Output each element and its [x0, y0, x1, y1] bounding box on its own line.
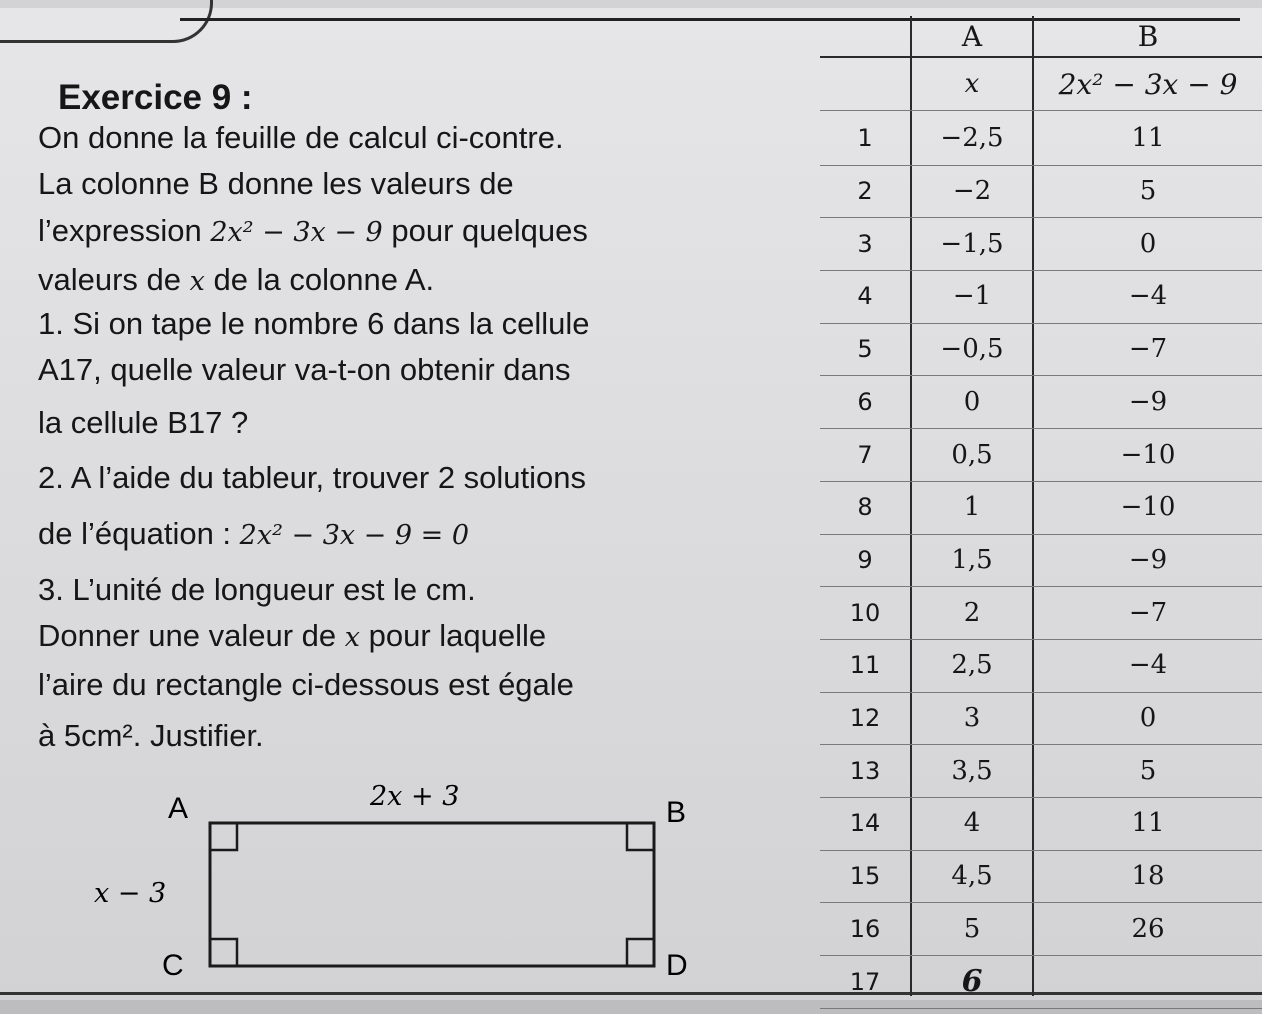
table-row	[820, 428, 1262, 482]
question-1-line-3: la cellule B17 ?	[38, 405, 249, 440]
vertex-a: A	[168, 792, 189, 825]
text-fragment: de l’équation :	[38, 516, 232, 551]
right-angle-b	[627, 823, 654, 850]
text-line-1: On donne la feuille de calcul ci-contre.	[38, 120, 564, 155]
cell-b[interactable]: −4	[1128, 650, 1168, 681]
text-line-2: La colonne B donne les valeurs de	[38, 166, 514, 201]
cell-b[interactable]	[1034, 955, 1262, 1008]
cell-a[interactable]: −1	[952, 281, 992, 312]
column-letters-row	[820, 16, 1262, 58]
row-number: 4	[857, 282, 873, 311]
cell-a[interactable]: 6	[961, 964, 983, 1000]
question-3-line-3: l’aire du rectangle ci-dessous est égale	[38, 667, 574, 702]
row-number: 16	[849, 914, 881, 943]
cell-b[interactable]: 5	[1139, 176, 1157, 207]
cell-a[interactable]: 0	[963, 386, 981, 417]
right-angle-c	[210, 939, 237, 966]
table-row	[820, 797, 1262, 851]
cell-a[interactable]: −2	[952, 176, 992, 207]
row-number: 8	[857, 493, 873, 522]
cell-b[interactable]: 26	[1131, 913, 1165, 944]
row-number: 3	[857, 229, 873, 258]
left-side-label: x − 3	[94, 878, 167, 909]
row-number: 13	[849, 756, 881, 785]
question-1-line-2: A17, quelle valeur va-t-on obtenir dans	[38, 352, 571, 387]
header-x: x	[964, 69, 980, 99]
cell-a[interactable]: 5	[963, 913, 981, 944]
page-corner-line	[0, 0, 213, 43]
math-variable: x	[189, 266, 205, 297]
cell-b[interactable]: −7	[1128, 597, 1168, 628]
right-angle-d	[627, 939, 654, 966]
cell-b[interactable]: −7	[1128, 334, 1168, 365]
text-fragment: valeurs de	[38, 262, 182, 297]
question-1-line-1: 1. Si on tape le nombre 6 dans la cellule	[38, 306, 590, 341]
question-3-line-1: 3. L’unité de longueur est le cm.	[38, 572, 476, 607]
rectangle-abdc	[210, 823, 654, 966]
table-row	[820, 692, 1262, 746]
table-row	[820, 586, 1262, 640]
cell-b[interactable]: −9	[1128, 544, 1168, 575]
table-row	[820, 744, 1262, 798]
question-2-line-1: 2. A l’aide du tableur, trouver 2 solutions	[38, 460, 587, 495]
table-row	[820, 112, 1262, 166]
cell-b[interactable]: −10	[1120, 439, 1176, 470]
row-number: 6	[857, 387, 873, 416]
table-row	[820, 850, 1262, 904]
header-row	[820, 58, 1262, 111]
text-fragment: pour laquelle	[368, 618, 547, 653]
row-number: 9	[857, 545, 873, 574]
text-fragment: Donner une valeur de	[38, 618, 337, 653]
table-row	[820, 165, 1262, 219]
math-expression: 2x² − 3x − 9	[210, 217, 383, 248]
cell-a[interactable]: 2,5	[951, 650, 993, 681]
text-line-3	[38, 213, 588, 249]
question-3-line-4: à 5cm². Justifier.	[38, 718, 264, 753]
equation: 2x² − 3x − 9 = 0	[239, 520, 470, 551]
vertex-b: B	[666, 796, 687, 829]
row-number: 15	[849, 862, 881, 891]
table-row	[820, 639, 1262, 693]
cell-a[interactable]: −1,5	[940, 228, 1004, 259]
cell-a[interactable]: 1,5	[951, 544, 993, 575]
right-angle-a	[210, 823, 237, 850]
text-fragment: l’expression	[38, 213, 202, 248]
rectangle-figure	[80, 770, 720, 990]
cell-a[interactable]: −2,5	[940, 123, 1004, 154]
text-fragment: pour quelques	[391, 213, 588, 248]
vertex-d: D	[666, 949, 688, 982]
cell-b[interactable]: −4	[1128, 281, 1168, 312]
cell-a[interactable]: 1	[963, 492, 981, 523]
question-2-line-2	[38, 516, 469, 552]
cell-a[interactable]: 4	[963, 808, 981, 839]
top-side-label: 2x + 3	[370, 781, 460, 812]
cell-b[interactable]: −10	[1120, 492, 1176, 523]
cell-a[interactable]: −0,5	[940, 334, 1004, 365]
table-row	[820, 270, 1262, 324]
cell-b[interactable]: 11	[1131, 808, 1165, 839]
column-a-header[interactable]: A	[961, 19, 983, 53]
row-number: 2	[857, 177, 873, 206]
vertex-c: C	[162, 949, 184, 982]
cell-b[interactable]: 5	[1139, 755, 1157, 786]
question-3-line-2	[38, 618, 546, 654]
header-expression: 2x² − 3x − 9	[1058, 67, 1238, 101]
table-row	[820, 955, 1262, 1009]
row-number: 17	[849, 967, 881, 996]
row-number: 5	[857, 335, 873, 364]
spreadsheet	[820, 16, 1262, 1000]
cell-a[interactable]: 4,5	[951, 861, 993, 892]
cell-a[interactable]: 2	[963, 597, 981, 628]
row-number: 11	[849, 651, 881, 680]
cell-a[interactable]: 0,5	[951, 439, 993, 470]
cell-a[interactable]: 3,5	[951, 755, 993, 786]
cell-b[interactable]: 11	[1131, 123, 1165, 154]
cell-b[interactable]: 18	[1131, 861, 1165, 892]
table-row	[820, 534, 1262, 588]
text-line-4	[38, 262, 434, 298]
cell-b[interactable]: 0	[1139, 703, 1157, 734]
table-row	[820, 323, 1262, 377]
exercise-title: Exercice 9 :	[58, 78, 253, 117]
row-number: 14	[849, 809, 881, 838]
column-b-header[interactable]: B	[1137, 19, 1159, 53]
row-number: 7	[857, 440, 873, 469]
math-variable: x	[344, 622, 361, 653]
cell-a[interactable]: 3	[963, 703, 981, 734]
table-row	[820, 903, 1262, 957]
table-row	[820, 481, 1262, 535]
row-number: 1	[857, 124, 873, 153]
table-row	[820, 217, 1262, 271]
table-row	[820, 376, 1262, 430]
cell-b[interactable]: 0	[1139, 228, 1157, 259]
row-number: 10	[849, 598, 881, 627]
row-number: 12	[849, 704, 881, 733]
text-fragment: de la colonne A.	[213, 262, 435, 297]
cell-b[interactable]: −9	[1128, 386, 1168, 417]
